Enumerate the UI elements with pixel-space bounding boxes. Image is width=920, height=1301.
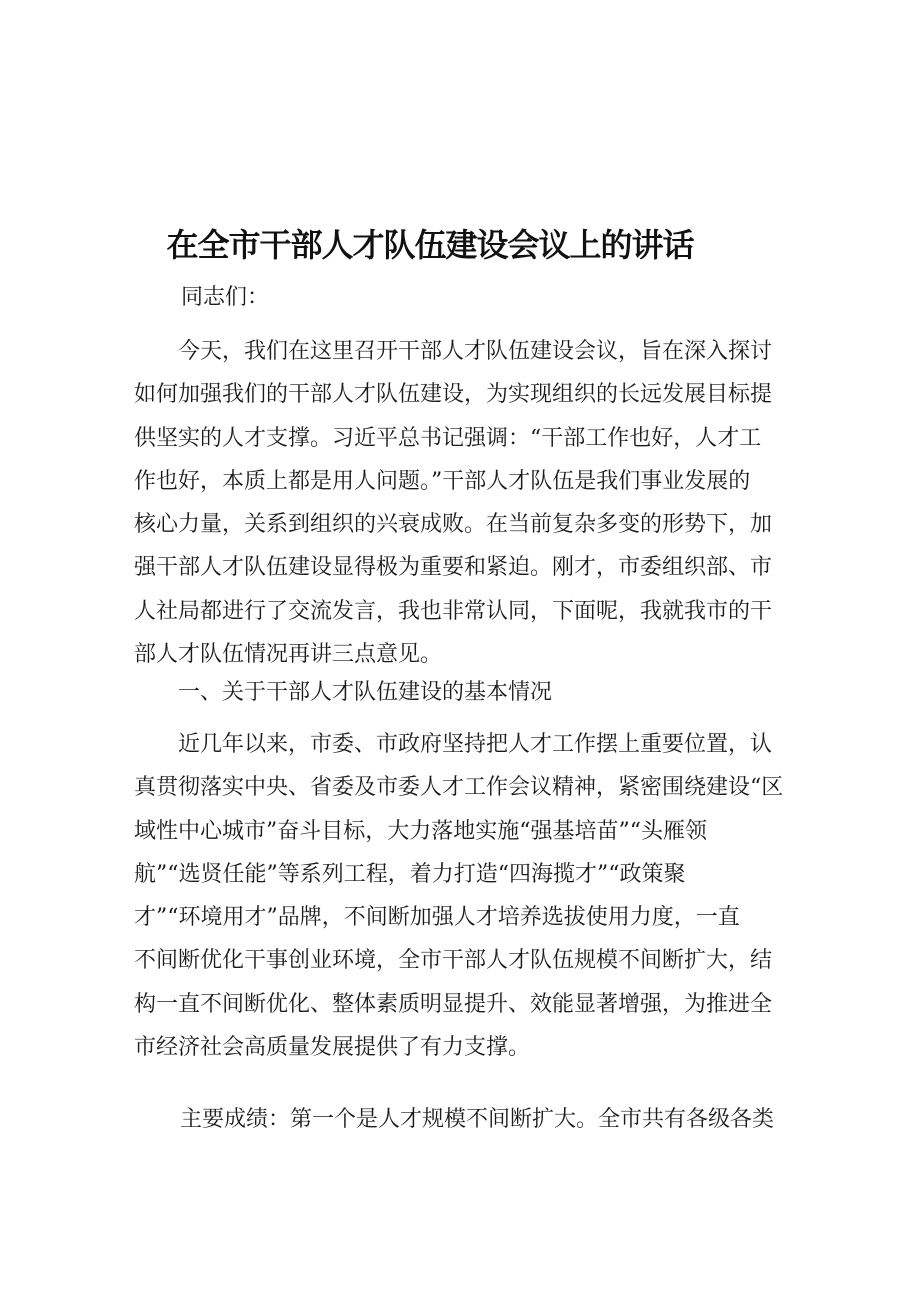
paragraph-line: 强干部人才队伍建设显得极为重要和紧迫。刚才，市委组织部、市 <box>134 555 773 581</box>
paragraph-line: 才”“环境用才”品牌，不间断加强人才培养选拔使用力度，一直 <box>134 905 740 931</box>
paragraph-line: 核心力量，关系到组织的兴衰成败。在当前复杂多变的形势下，加 <box>134 512 773 538</box>
paragraph-line: 人社局都进行了交流发言，我也非常认同，下面呢，我就我市的干 <box>134 598 773 624</box>
paragraph-line: 近几年以来，市委、市政府坚持把人才工作摆上重要位置，认 <box>178 732 773 757</box>
paragraph-line: 构一直不间断优化、整体素质明显提升、效能显著增强，为推进全 <box>134 991 773 1017</box>
paragraph-line: 今天，我们在这里召开干部人才队伍建设会议，旨在深入探讨 <box>178 339 773 364</box>
salutation: 同志们： <box>181 285 270 310</box>
paragraph-line: 航”“选贤任能”等系列工程，着力打造“四海揽才”“政策聚 <box>134 861 686 887</box>
paragraph-basic-situation <box>134 723 800 1069</box>
section-heading: 一、关于干部人才队伍建设的基本情况 <box>178 680 553 705</box>
paragraph-line: 市经济社会高质量发展提供了有力支撑。 <box>134 1035 531 1061</box>
paragraph-line: 作也好，本质上都是用人问题。”干部人才队伍是我们事业发展的 <box>134 468 751 494</box>
paragraph-line: 供坚实的人才支撑。习近平总书记强调：“干部工作也好，人才工 <box>134 425 762 451</box>
paragraph-line: 如何加强我们的干部人才队伍建设，为实现组织的长远发展目标提 <box>134 382 773 408</box>
paragraph-line: 真贯彻落实中央、省委及市委人才工作会议精神，紧密围绕建设“区 <box>134 775 784 801</box>
document-title: 在全市干部人才队伍建设会议上的讲话 <box>166 226 694 264</box>
paragraph-line: 部人才队伍情况再讲三点意见。 <box>134 642 443 668</box>
paragraph-intro <box>134 330 800 676</box>
paragraph-achievements: 主要成绩：第一个是人才规模不间断扩大。全市共有各级各类 <box>180 1107 775 1132</box>
paragraph-line: 域性中心城市”奋斗目标，大力落地实施“强基培苗”“头雁领 <box>134 818 707 844</box>
paragraph-line: 不间断优化干事创业环境，全市干部人才队伍规模不间断扩大，结 <box>134 948 773 974</box>
